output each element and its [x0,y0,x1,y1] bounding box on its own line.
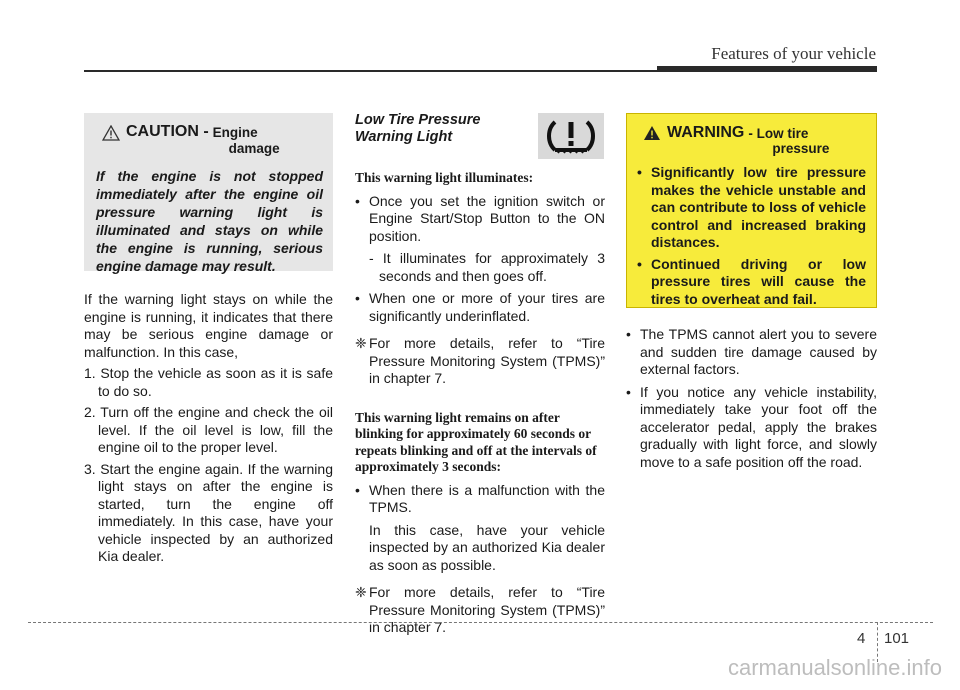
list-item-continuation: In this case, have your vehicle inspected by an authorized Kia dealer as soon as possible. [369,521,605,573]
warning-header [637,124,866,156]
list-item: - It illuminates for approximately 3 seconds and then goes off. [369,250,605,284]
warning-box [626,113,877,308]
oil-steps-list [84,365,333,566]
caution-triangle-icon [102,125,120,141]
list-item: 1. Stop the vehicle as soon as it is safe to do so. [84,365,333,399]
warning-label: WARNING [667,124,745,141]
column-low-tire-pressure [355,112,605,637]
caution-box [84,113,333,274]
reference-note: ❈ For more details, refer to “Tire Pressure Monitoring System (TPMS)” in chapter 7. [355,335,605,386]
illuminates-heading: This warning light illuminates: [355,170,534,185]
column-tpms-notes [626,326,877,476]
section-title: Features of your vehicle [711,44,876,63]
list-item: • When one or more of your tires are significantly underinflated. [355,290,605,324]
list-item: • When there is a malfunction with the TPMS. [355,481,605,515]
reference-note: ❈ For more details, refer to “Tire Pressure Monitoring System (TPMS)” in chapter 7. [355,584,605,635]
warning-triangle-icon [643,125,661,141]
list-item: 2. Turn off the engine and check the oil level. If the oil level is low, fill the engine oil to the proper level. [84,404,333,455]
chapter-number: 4 [857,630,866,647]
oil-intro-paragraph: If the warning light stays on while the engine is running, it indicates that there may be serious engine damage or malfunction. In this case, [84,291,333,360]
tpms-heading: Low Tire Pressure Warning Light [355,112,481,145]
caution-body: If the engine is not stopped immediately after the engine oil pressure warning light is illuminated and stays on while the engine is running, serious engine damage may result. [96,168,323,274]
tpms-warning-icon [538,113,604,159]
list-item: • Significantly low tire pressure makes the vehicle unstable and can contribute to loss of vehicle control and increased braking distances. [637,164,866,250]
list-item: • Once you set the ignition switch or Engine Start/Stop Button to the ON position. [355,192,605,244]
column-engine-oil [84,291,333,570]
footer-rule [28,622,933,623]
caution-header [96,123,323,157]
caution-topic: Engine damage [212,125,280,156]
blinking-heading: This warning light remains on after blinking for approximately 60 seconds or repeats blinking and off at the intervals of approximately 3 seconds: [355,409,597,474]
list-item: 3. Start the engine again. If the warning light stays on after the engine is started, turn the engine off immediately. In this case, have your vehicle inspected by an authorized Kia dealer. [84,460,333,564]
caution-label: CAUTION - [126,123,209,140]
list-item: • The TPMS cannot alert you to severe and sudden tire damage caused by external factors. [626,326,877,377]
warning-topic: - Low tire pressure [748,126,830,156]
list-item: • Continued driving or low pressure tires will cause the tires to overheat and fail. [637,255,866,307]
watermark: carmanualsonline.info [727,655,942,680]
list-item: • If you notice any vehicle instability, immediately take your foot off the accelerator pedal, apply the brakes gradually with light force, and slowly move to a safe position off the road. [626,383,877,470]
page-number: 101 [884,630,910,647]
header-rule-accent [657,66,877,72]
